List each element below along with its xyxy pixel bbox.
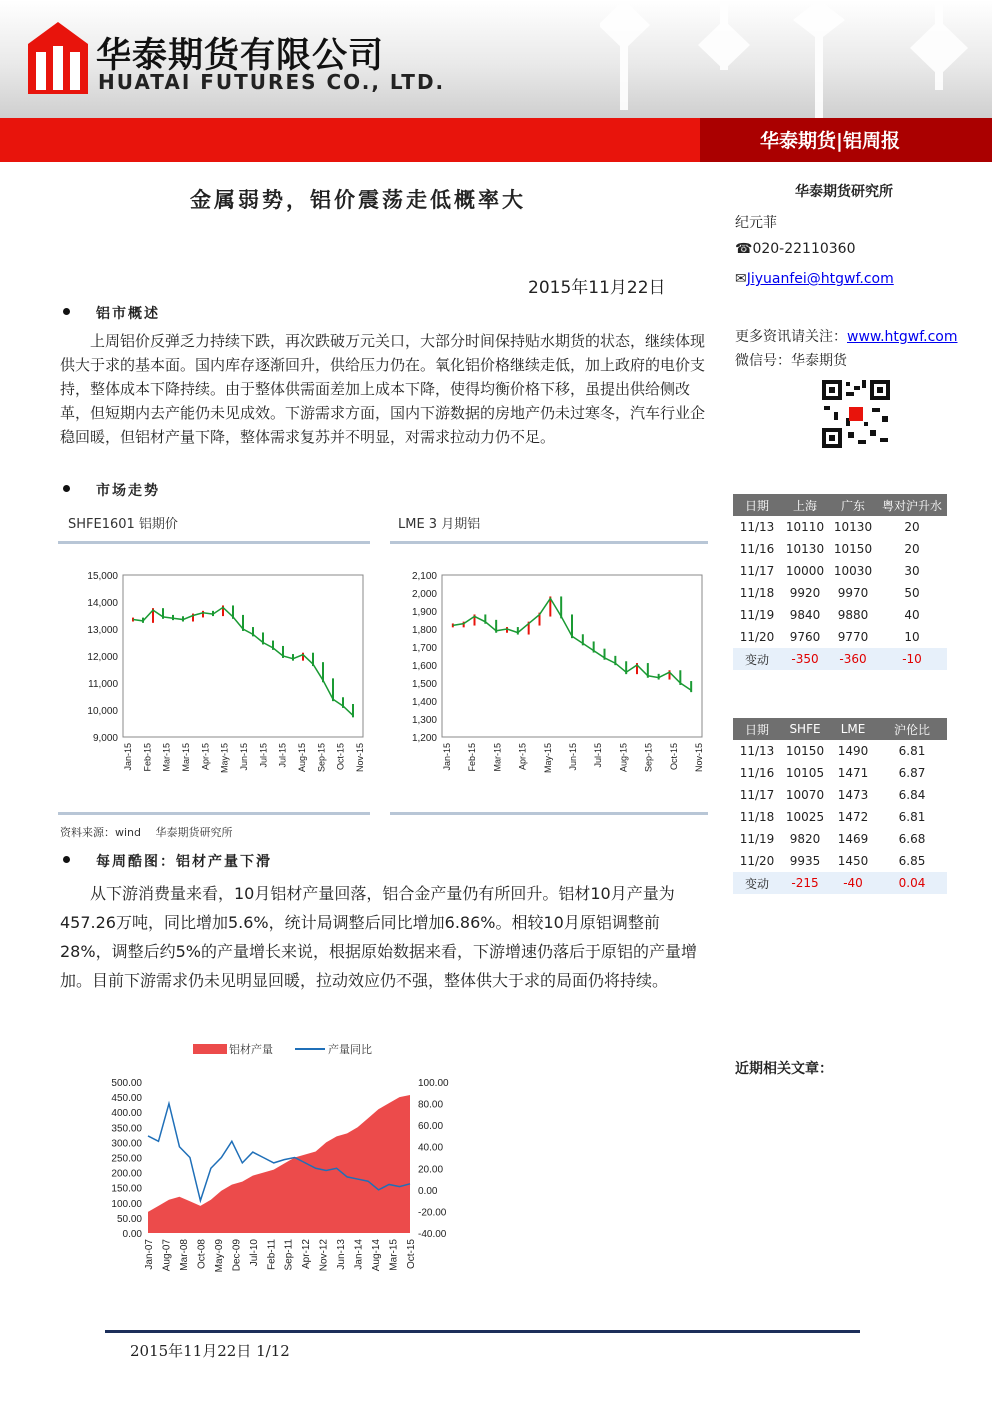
chart2-bottom-rule — [390, 812, 708, 815]
x-tick-label: Aug-07 — [161, 1239, 173, 1272]
y-tick-label: 1,800 — [411, 625, 437, 636]
table-cell: 6.84 — [898, 788, 926, 802]
table-cell: -360 — [829, 648, 877, 670]
y-tick-label: 1,300 — [411, 715, 437, 726]
table-row — [733, 560, 947, 582]
header-decoration — [600, 0, 992, 118]
y-left-tick-label: 400.00 — [111, 1108, 142, 1120]
x-tick-label: Nov-15 — [355, 743, 365, 773]
table-cell: 0.04 — [877, 872, 947, 894]
x-tick-label: Jun-15 — [568, 743, 578, 771]
table-row — [733, 516, 947, 538]
table-cell: 6.87 — [898, 766, 926, 780]
spot-price-table — [733, 494, 947, 670]
y-left-tick-label: 50.00 — [116, 1213, 142, 1225]
table-cell: 9760 — [789, 630, 821, 644]
y-right-tick-label: 0.00 — [418, 1185, 438, 1197]
x-tick-label: Feb-15 — [142, 743, 153, 772]
table-cell: 9770 — [837, 630, 869, 644]
x-tick-label: Nov-12 — [318, 1239, 330, 1272]
y-tick-label: 12,000 — [87, 652, 118, 663]
x-tick-label: May-15 — [542, 743, 553, 774]
overview-paragraph: 上周铝价反弹乏力持续下跌，再次跌破万元关口，大部分时间保持贴水期货的状态，继续体现供大于求的基本面。国内库存逐渐回升，供给压力仍在。氧化铝价格继续走低，加上政府的电价支持，整体成本下降持续。由于整体供需面差加上成本下降，使得均衡价格下移，虽提出供给侧改革，但短期内去产能仍未见成效。下游需求方面，国内下游数据的房地产仍未过寒冬，汽车行业企稳回暖，但铝材产量下降，整体需求复苏并不明显，对需求拉动力仍不足。 — [60, 332, 706, 446]
section-title-weekly: 每周酷图：铝材产量下滑 — [96, 854, 272, 870]
x-tick-label: Aug-15 — [297, 743, 307, 773]
y-right-tick-label: 80.00 — [418, 1099, 444, 1111]
price-line — [453, 598, 691, 690]
table-header-cell: 广东 — [829, 494, 877, 516]
page-title: 金属弱势，铝价震荡走低概率大 — [190, 187, 526, 212]
table-row — [733, 850, 947, 872]
chart1-bottom-rule — [58, 812, 370, 815]
table-cell: 30 — [904, 564, 920, 578]
x-tick-label: Mar-15 — [181, 743, 191, 772]
table-cell: 10025 — [785, 810, 825, 824]
company-name-en: HUATAI FUTURES CO., LTD. — [98, 70, 446, 94]
table-header-cell: 沪伦比 — [877, 718, 947, 740]
legend-area-swatch — [193, 1044, 227, 1054]
y-tick-label: 1,700 — [411, 643, 437, 654]
footer-rule — [105, 1330, 860, 1333]
table-cell: 6.68 — [898, 832, 926, 846]
table-cell: 11/19 — [739, 608, 775, 622]
table-cell: 10 — [904, 630, 920, 644]
x-tick-label: Dec-09 — [231, 1239, 243, 1272]
table-header-cell: 日期 — [733, 494, 781, 516]
logo-icon — [28, 22, 88, 94]
y-tick-label: 2,100 — [411, 571, 437, 582]
y-left-tick-label: 200.00 — [111, 1168, 142, 1180]
table-cell: 11/17 — [739, 564, 775, 578]
x-tick-label: May-15 — [219, 743, 230, 774]
x-tick-label: Aug-14 — [371, 1239, 383, 1272]
email-row — [735, 271, 894, 287]
table-row — [733, 740, 947, 762]
table-cell: 10030 — [833, 564, 873, 578]
y-tick-label: 11,000 — [88, 679, 118, 690]
related-articles-label: 近期相关文章： — [735, 1061, 833, 1077]
x-tick-label: Jan-15 — [442, 743, 452, 771]
weekly-paragraph: 从下游消费量来看，10月铝材产量回落，铝合金产量仍有所回升。铝材10月产量为457.26万吨，同比增加5.6%，统计局调整后同比增加6.86%。相较10月原铝调整前28%，调整后约5%的产量增长来说，根据原始数据来看，下游增速仍落后于原铝的产量增加。目前下游需求仍未见明显回暖，拉动效应仍不强，整体供大于求的局面仍将持续。 — [60, 884, 697, 990]
x-tick-label: Oct-15 — [406, 1239, 417, 1270]
x-tick-label: Oct-15 — [335, 743, 346, 771]
shfe-price-chart — [58, 555, 370, 810]
table-cell: 9840 — [789, 608, 821, 622]
footer-date: 2015年11月22日 — [130, 1342, 252, 1360]
x-tick-label: Sep-11 — [283, 1239, 295, 1271]
y-left-tick-label: 350.00 — [111, 1123, 142, 1135]
table-row — [733, 806, 947, 828]
table-header-cell: 上海 — [781, 494, 829, 516]
analyst-name: 纪元菲 — [735, 215, 777, 231]
x-tick-label: Mar-08 — [178, 1239, 190, 1271]
x-tick-label: Sep-15 — [643, 743, 654, 773]
plot-frame — [442, 575, 702, 737]
x-tick-label: Apr-15 — [517, 743, 528, 771]
report-tag: 华泰期货|铝周报 — [760, 130, 900, 152]
table-cell: 11/17 — [739, 788, 775, 802]
table-header-cell: 粤对沪升水 — [877, 494, 947, 516]
y-left-tick-label: 100.00 — [111, 1198, 142, 1210]
bullet-icon — [63, 856, 70, 863]
table-cell: 11/16 — [739, 766, 775, 780]
table-cell: 40 — [904, 608, 920, 622]
plot-frame — [123, 575, 363, 737]
table-cell: -215 — [781, 872, 829, 894]
chart2-title: LME 3 月期铝 — [398, 517, 481, 532]
y-tick-label: 9,000 — [92, 733, 118, 744]
source-note: 资料来源：wind 华泰期货研究所 — [60, 826, 233, 839]
y-tick-label: 2,000 — [411, 589, 437, 600]
bullet-icon — [63, 308, 70, 315]
table-header-cell: 日期 — [733, 718, 781, 740]
x-tick-label: Jun-15 — [239, 743, 249, 771]
x-tick-label: Jul-15 — [277, 743, 288, 768]
table-header-row — [733, 494, 947, 516]
table-cell: -350 — [781, 648, 829, 670]
table-row — [733, 538, 947, 560]
institute-name: 华泰期货研究所 — [795, 184, 893, 200]
phone-row — [735, 241, 855, 257]
table-header-cell: LME — [829, 718, 877, 740]
y-left-tick-label: 150.00 — [111, 1183, 142, 1195]
shfe-lme-table — [733, 718, 947, 894]
y-tick-label: 1,200 — [411, 733, 437, 744]
y-left-tick-label: 450.00 — [111, 1093, 142, 1105]
x-tick-label: Jul-15 — [593, 743, 604, 768]
table-cell: 变动 — [733, 648, 781, 670]
table-cell: 50 — [904, 586, 920, 600]
table-cell: 10070 — [785, 788, 825, 802]
y-right-tick-label: 100.00 — [418, 1078, 449, 1089]
table-cell: 10110 — [785, 520, 825, 534]
bullet-icon — [63, 485, 70, 492]
table-cell: 11/16 — [739, 542, 775, 556]
table-cell: 9970 — [837, 586, 869, 600]
more-info-label: 更多资讯请关注： — [735, 329, 847, 345]
table-cell: 1450 — [837, 854, 869, 868]
table-cell: 20 — [904, 542, 920, 556]
table-cell: 10130 — [785, 542, 825, 556]
table-change-row — [733, 648, 947, 670]
y-left-tick-label: 500.00 — [111, 1078, 142, 1089]
table-cell: 1472 — [837, 810, 869, 824]
company-name-cn: 华泰期货有限公司 — [96, 36, 385, 76]
x-tick-label: Oct-08 — [196, 1239, 208, 1270]
website-link[interactable]: www.htgwf.com — [847, 329, 958, 345]
y-left-tick-label: 250.00 — [111, 1153, 142, 1165]
x-tick-label: Mar-15 — [161, 743, 172, 772]
output-area — [148, 1095, 410, 1233]
qr-code-icon — [820, 378, 892, 450]
table-cell: 11/13 — [739, 520, 775, 534]
table-cell: 1469 — [837, 832, 869, 846]
y-left-tick-label: 0.00 — [122, 1229, 142, 1240]
table-cell: 10105 — [785, 766, 825, 780]
legend-line-label: 产量同比 — [328, 1044, 372, 1056]
lme-price-chart — [390, 555, 708, 810]
table-cell: 11/18 — [739, 810, 775, 824]
table-cell: 10150 — [833, 542, 873, 556]
table-cell: -40 — [829, 872, 877, 894]
more-info-row — [735, 326, 957, 346]
table-cell: 9820 — [789, 832, 821, 846]
x-tick-label: Jan-15 — [123, 743, 133, 771]
table-change-row — [733, 872, 947, 894]
x-tick-label: Feb-11 — [266, 1239, 278, 1270]
phone-icon: ☎ — [735, 241, 753, 257]
table-cell: 11/20 — [739, 854, 775, 868]
chart1-top-rule — [58, 541, 370, 544]
section-title-market: 市场走势 — [96, 483, 160, 499]
x-tick-label: Feb-15 — [467, 743, 478, 772]
table-cell: 1490 — [837, 744, 869, 758]
table-cell: 9935 — [789, 854, 821, 868]
x-tick-label: May-09 — [213, 1239, 225, 1273]
page-number: 1/12 — [256, 1342, 290, 1360]
section-title-overview: 铝市概述 — [96, 306, 160, 322]
table-cell: -10 — [877, 648, 947, 670]
table-header-cell: SHFE — [781, 718, 829, 740]
y-tick-label: 13,000 — [87, 625, 118, 636]
footer — [130, 1340, 290, 1361]
table-cell: 10150 — [785, 744, 825, 758]
y-tick-label: 15,000 — [87, 571, 118, 582]
table-cell: 6.81 — [898, 744, 926, 758]
x-tick-label: Jan-07 — [144, 1239, 155, 1270]
x-tick-label: Jun-13 — [336, 1239, 348, 1270]
email-link[interactable]: Jiyuanfei@htgwf.com — [746, 271, 894, 287]
y-tick-label: 14,000 — [87, 598, 118, 609]
chart2-top-rule — [390, 541, 708, 544]
table-cell: 1471 — [837, 766, 869, 780]
y-right-tick-label: -20.00 — [418, 1207, 447, 1219]
wechat-label: 微信号：华泰期货 — [735, 353, 847, 369]
table-cell: 20 — [904, 520, 920, 534]
x-tick-label: Mar-15 — [492, 743, 503, 772]
mail-icon: ✉ — [735, 271, 747, 287]
table-cell: 11/18 — [739, 586, 775, 600]
table-cell: 9920 — [789, 586, 821, 600]
table-row — [733, 604, 947, 626]
y-right-tick-label: 60.00 — [418, 1121, 444, 1133]
x-tick-label: Apr-15 — [200, 743, 211, 771]
table-row — [733, 784, 947, 806]
table-cell: 11/20 — [739, 630, 775, 644]
x-tick-label: Jan-14 — [353, 1239, 365, 1270]
table-row — [733, 626, 947, 648]
y-tick-label: 1,400 — [411, 697, 437, 708]
x-tick-label: Mar-15 — [388, 1239, 400, 1271]
table-cell: 6.81 — [898, 810, 926, 824]
y-right-tick-label: 40.00 — [418, 1142, 444, 1154]
chart1-title: SHFE1601 铝期价 — [68, 517, 178, 532]
y-right-tick-label: 20.00 — [418, 1164, 444, 1176]
x-tick-label: Aug-15 — [618, 743, 629, 773]
table-row — [733, 762, 947, 784]
y-tick-label: 1,500 — [411, 679, 437, 690]
y-tick-label: 10,000 — [87, 706, 118, 717]
table-row — [733, 582, 947, 604]
y-tick-label: 1,900 — [411, 607, 437, 618]
table-cell: 9880 — [837, 608, 869, 622]
table-cell: 10000 — [785, 564, 825, 578]
x-tick-label: Jul-15 — [258, 743, 269, 768]
table-cell: 10130 — [833, 520, 873, 534]
y-right-tick-label: -40.00 — [418, 1229, 447, 1240]
x-tick-label: Apr-12 — [301, 1239, 313, 1270]
table-cell: 11/13 — [739, 744, 775, 758]
table-row — [733, 828, 947, 850]
x-tick-label: Nov-15 — [694, 743, 704, 773]
legend-area-label: 铝材产量 — [229, 1044, 273, 1056]
x-tick-label: Sep-15 — [316, 743, 327, 773]
aluminum-output-chart — [60, 1035, 480, 1295]
y-left-tick-label: 300.00 — [111, 1138, 142, 1150]
phone-number: 020-22110360 — [752, 241, 856, 257]
table-header-row — [733, 718, 947, 740]
y-tick-label: 1,600 — [411, 661, 437, 672]
x-tick-label: Jul-10 — [248, 1239, 260, 1267]
table-cell: 6.85 — [898, 854, 926, 868]
x-tick-label: Oct-15 — [668, 743, 679, 771]
table-cell: 变动 — [733, 872, 781, 894]
table-cell: 11/19 — [739, 832, 775, 846]
report-date: 2015年11月22日 — [528, 278, 666, 298]
table-cell: 1473 — [837, 788, 869, 802]
